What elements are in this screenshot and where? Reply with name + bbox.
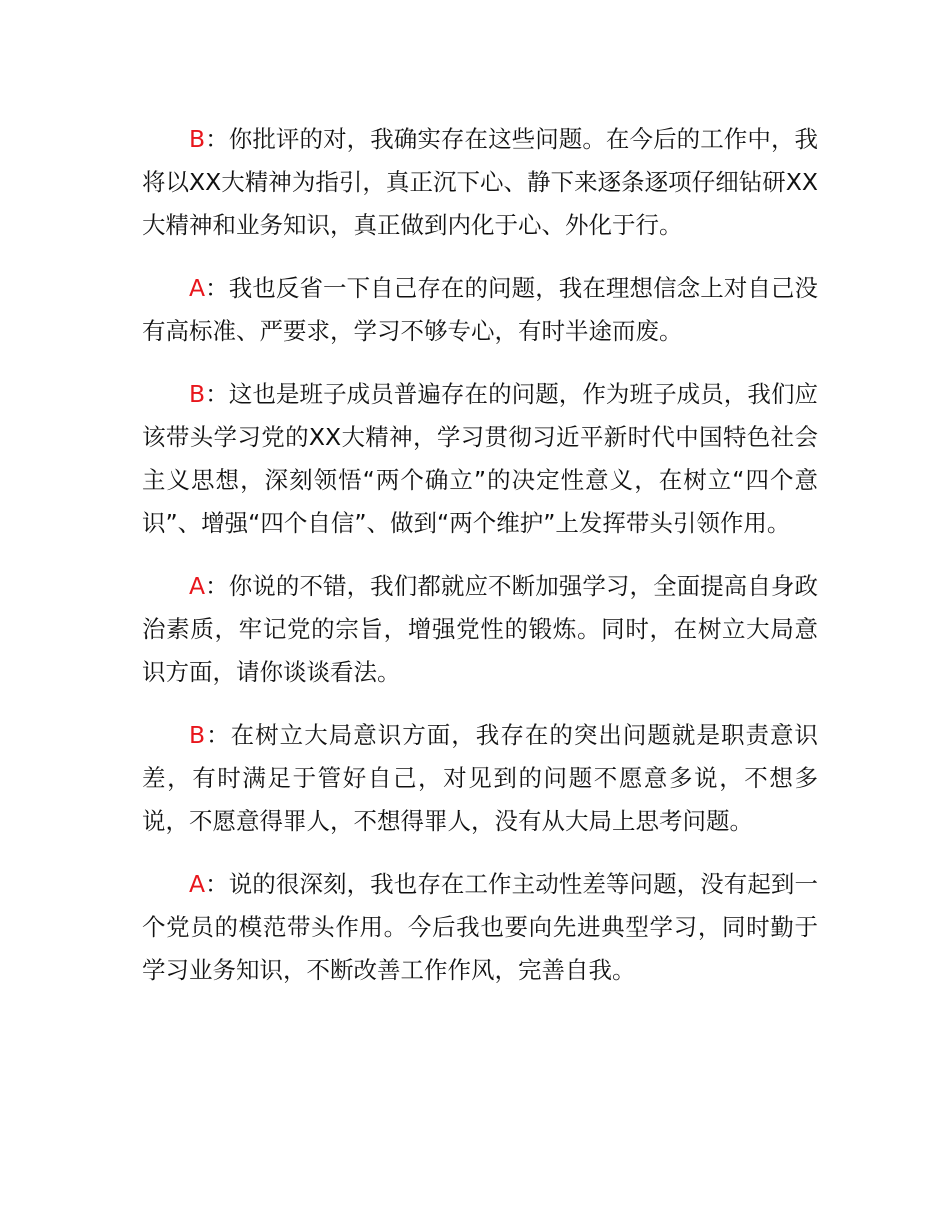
dialogue-text: 说的很深刻，我也存在工作主动性差等问题，没有起到一个党员的模范带头作用。今后我也要向先进典型学习，同时勤于学习业务知识，不断改善工作作风，完善自我。	[142, 870, 819, 984]
speaker-separator: ：	[205, 274, 229, 302]
speaker-separator: ：	[205, 125, 229, 153]
speaker-separator: ：	[205, 380, 229, 408]
speaker-label: B	[189, 125, 206, 153]
speaker-label: A	[189, 870, 206, 898]
dialogue-paragraph	[142, 373, 818, 545]
speaker-separator: ：	[205, 572, 229, 600]
document-page	[142, 118, 818, 1012]
dialogue-text: 在树立大局意识方面，我存在的突出问题就是职责意识差，有时满足于管好自己，对见到的问题不愿意多说，不想多说，不愿意得罪人，不想得罪人，没有从大局上思考问题。	[142, 721, 819, 835]
speaker-separator: ：	[205, 721, 231, 749]
dialogue-paragraph	[142, 714, 818, 843]
dialogue-text: 我也反省一下自己存在的问题，我在理想信念上对自己没有高标准、严要求，学习不够专心，有时半途而废。	[142, 274, 819, 345]
speaker-label: A	[189, 274, 206, 302]
speaker-label: B	[189, 721, 206, 749]
dialogue-text: 你批评的对，我确实存在这些问题。在今后的工作中，我将以XX大精神为指引，真正沉下心、静下来逐条逐项仔细钻研XX大精神和业务知识，真正做到内化于心、外化于行。	[142, 125, 819, 239]
speaker-label: B	[189, 380, 206, 408]
speaker-separator: ：	[205, 870, 229, 898]
dialogue-paragraph	[142, 565, 818, 694]
dialogue-text: 这也是班子成员普遍存在的问题，作为班子成员，我们应该带头学习党的XX大精神，学习贯彻习近平新时代中国特色社会主义思想，深刻领悟“两个确立”的决定性意义，在树立“四个意识”、增强“四个自信”、做到“两个维护”上发挥带头引领作用。	[142, 380, 819, 537]
dialogue-paragraph	[142, 267, 818, 353]
dialogue-text: 你说的不错，我们都就应不断加强学习，全面提高自身政治素质，牢记党的宗旨，增强党性的锻炼。同时，在树立大局意识方面，请你谈谈看法。	[142, 572, 819, 686]
dialogue-paragraph	[142, 863, 818, 992]
dialogue-paragraph	[142, 118, 818, 247]
speaker-label: A	[189, 572, 206, 600]
